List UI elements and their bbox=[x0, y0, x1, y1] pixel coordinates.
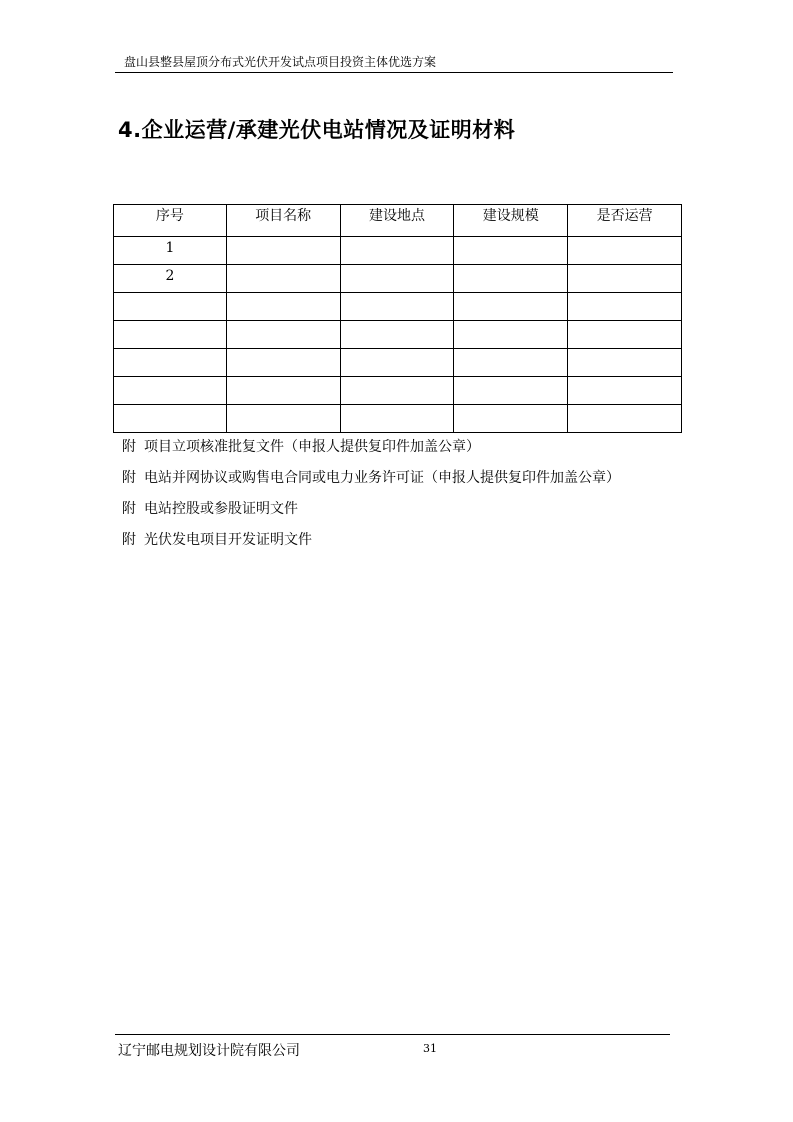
attachment-list bbox=[122, 436, 620, 560]
table-cell bbox=[226, 321, 340, 349]
table-row bbox=[114, 265, 682, 293]
section-heading: 4.企业运营/承建光伏电站情况及证明材料 bbox=[118, 118, 516, 142]
attachment-item bbox=[122, 467, 620, 498]
table-cell bbox=[226, 265, 340, 293]
table-cell bbox=[454, 321, 568, 349]
table-cell bbox=[226, 405, 340, 433]
table-cell bbox=[226, 377, 340, 405]
attachment-prefix: 附 bbox=[122, 532, 136, 548]
table-cell bbox=[568, 321, 682, 349]
table-cell bbox=[568, 237, 682, 265]
document-header-title: 盘山县整县屋顶分布式光伏开发试点项目投资主体优选方案 bbox=[124, 55, 437, 69]
power-station-table bbox=[113, 204, 682, 433]
table-cell bbox=[568, 405, 682, 433]
attachment-item bbox=[122, 436, 620, 467]
attachment-prefix: 附 bbox=[122, 470, 136, 486]
table-cell bbox=[340, 405, 454, 433]
table-cell bbox=[568, 377, 682, 405]
table-row bbox=[114, 293, 682, 321]
column-header-serial: 序号 bbox=[114, 205, 227, 237]
table-cell bbox=[454, 293, 568, 321]
table-cell bbox=[114, 349, 227, 377]
table-cell bbox=[114, 321, 227, 349]
attachment-prefix: 附 bbox=[122, 501, 136, 517]
table-row bbox=[114, 349, 682, 377]
table-cell bbox=[114, 405, 227, 433]
header-divider bbox=[115, 72, 673, 73]
table-row bbox=[114, 405, 682, 433]
attachment-item bbox=[122, 529, 620, 560]
table-cell bbox=[340, 321, 454, 349]
table-cell bbox=[568, 293, 682, 321]
table-cell bbox=[340, 293, 454, 321]
attachment-text: 电站并网协议或购售电合同或电力业务许可证（申报人提供复印件加盖公章） bbox=[144, 470, 620, 486]
attachment-prefix: 附 bbox=[122, 439, 136, 455]
column-header-in-operation: 是否运营 bbox=[568, 205, 682, 237]
table-cell bbox=[454, 349, 568, 377]
column-header-location: 建设地点 bbox=[340, 205, 454, 237]
table-cell bbox=[454, 405, 568, 433]
column-header-scale: 建设规模 bbox=[454, 205, 568, 237]
table-cell bbox=[340, 237, 454, 265]
page-number: 31 bbox=[423, 1042, 437, 1055]
attachment-item bbox=[122, 498, 620, 529]
table-cell bbox=[226, 237, 340, 265]
attachment-text: 项目立项核准批复文件（申报人提供复印件加盖公章） bbox=[144, 439, 480, 455]
table-cell bbox=[340, 349, 454, 377]
table-cell bbox=[340, 265, 454, 293]
footer-company-name: 辽宁邮电规划设计院有限公司 bbox=[118, 1043, 300, 1059]
column-header-project-name: 项目名称 bbox=[226, 205, 340, 237]
attachment-text: 光伏发电项目开发证明文件 bbox=[144, 532, 312, 548]
table-row bbox=[114, 321, 682, 349]
attachment-text: 电站控股或参股证明文件 bbox=[144, 501, 298, 517]
footer-divider bbox=[115, 1034, 670, 1035]
table-cell bbox=[114, 377, 227, 405]
table-header-row bbox=[114, 205, 682, 237]
table-cell: 1 bbox=[114, 237, 227, 265]
table-row bbox=[114, 237, 682, 265]
table-cell bbox=[568, 265, 682, 293]
table-row bbox=[114, 377, 682, 405]
table-cell bbox=[454, 377, 568, 405]
table-cell bbox=[226, 293, 340, 321]
table-cell bbox=[454, 237, 568, 265]
table-cell bbox=[114, 293, 227, 321]
table-cell bbox=[226, 349, 340, 377]
table-cell bbox=[568, 349, 682, 377]
table-cell bbox=[454, 265, 568, 293]
table-cell bbox=[340, 377, 454, 405]
table-cell: 2 bbox=[114, 265, 227, 293]
